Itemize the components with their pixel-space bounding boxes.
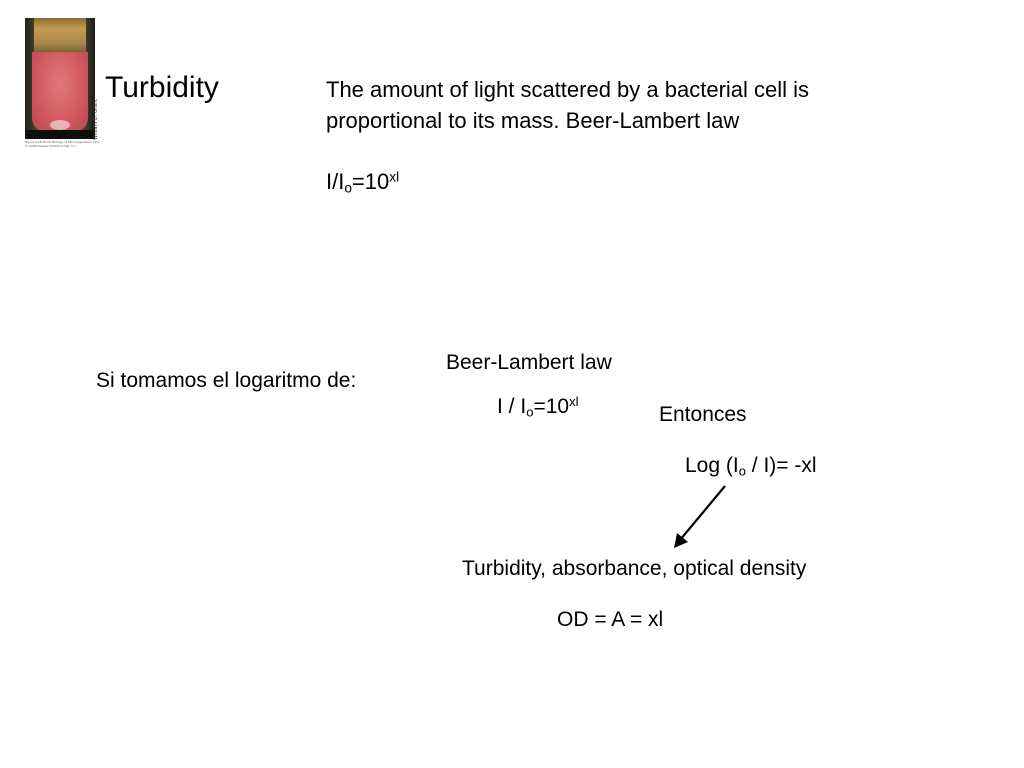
formula-intensity-ratio xyxy=(326,168,399,196)
entonces-label: Entonces xyxy=(659,403,747,426)
tube-base xyxy=(25,130,95,139)
arrow-icon xyxy=(665,480,735,552)
intro-line-2: proportional to its mass. Beer-Lambert law xyxy=(326,108,740,133)
beer-lambert-label: Beer-Lambert law xyxy=(446,351,612,374)
photo-credit: William D. Grant xyxy=(93,98,99,140)
formula-exponent: xl xyxy=(569,393,579,409)
tube-cap xyxy=(34,18,86,54)
od-formula: OD = A = xl xyxy=(557,608,664,631)
formula-beer-lambert xyxy=(497,392,578,422)
formula-base: I / I xyxy=(497,395,527,418)
log-formula xyxy=(685,451,817,481)
slide-title: Turbidity xyxy=(105,71,219,104)
formula-base: I/I xyxy=(326,169,345,194)
log-formula-prefix: Log (I xyxy=(685,454,739,477)
photo-caption: Figure 4.18 Brock Biology of Microorganisms 11/e © 2006 Pearson Prentice Hall, Inc. xyxy=(25,140,100,148)
log-prompt: Si tomamos el logaritmo de: xyxy=(96,369,357,392)
intro-line-1: The amount of light scattered by a bacterial cell is xyxy=(326,77,810,102)
turbid-culture xyxy=(32,52,88,132)
formula-subscript: o xyxy=(344,180,352,196)
terms-line: Turbidity, absorbance, optical density xyxy=(462,557,807,580)
log-formula-suffix: / I)= -xl xyxy=(745,454,817,477)
formula-subscript: o xyxy=(526,404,534,420)
culture-tube-photo xyxy=(25,18,95,139)
log-formula-subscript: o xyxy=(738,463,746,479)
formula-exponent: xl xyxy=(389,169,400,185)
formula-equals: =10 xyxy=(351,169,390,194)
formula-equals: =10 xyxy=(533,395,570,418)
